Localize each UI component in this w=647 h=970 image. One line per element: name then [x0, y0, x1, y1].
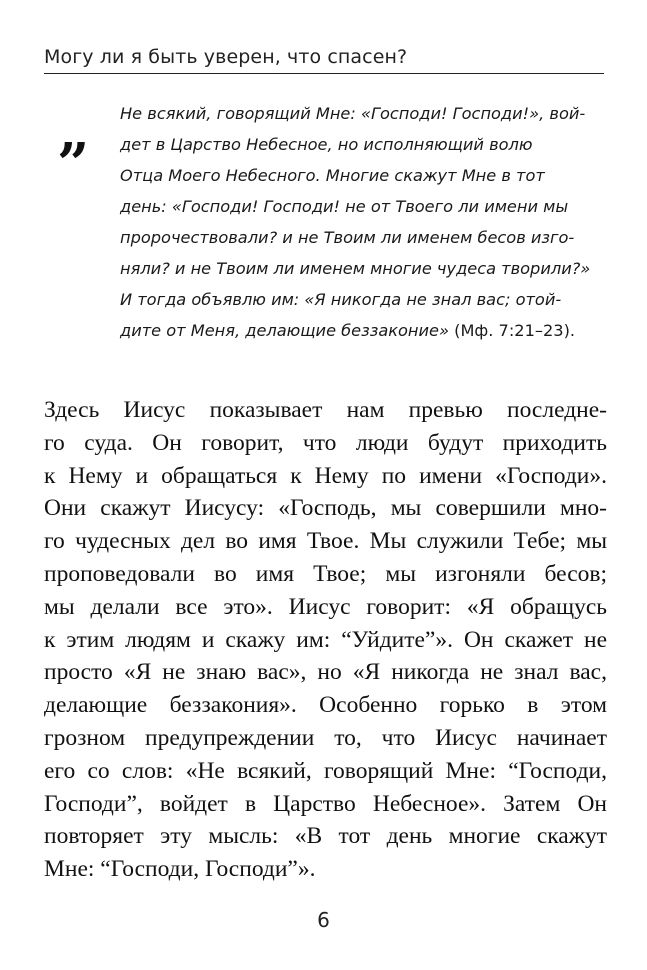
- quote-line: пророчествовали? и не Твоим ли именем бесов изго-: [120, 228, 575, 247]
- quotation-mark-icon: [58, 99, 87, 165]
- header-rule: [44, 73, 604, 74]
- quote-line: Отца Моего Небесного. Многие скажут Мне в тот: [120, 166, 545, 185]
- quote-line-last: [120, 315, 595, 346]
- scripture-quote: [120, 98, 595, 346]
- body-line: к Нему и обращаться к Нему по имени «Господи».: [44, 462, 607, 489]
- running-title: Могу ли я быть уверен, что спасен?: [44, 46, 408, 68]
- quote-line: И тогда объявлю им: «Я никогда не знал вас; отой-: [120, 290, 562, 309]
- quote-line: няли? и не Твоим ли именем многие чудеса творили?»: [120, 259, 591, 278]
- body-line: его со слов: «Не всякий, говорящий Мне: “Господи,: [44, 757, 607, 784]
- quote-line: день: «Господи! Господи! не от Твоего ли имени мы: [120, 197, 569, 216]
- body-line: Они скажут Иисусу: «Господь, мы совершили мно-: [44, 495, 607, 522]
- scripture-reference: (Мф. 7:21–23).: [449, 321, 576, 340]
- body-paragraph: [44, 394, 607, 886]
- body-line: проповедовали во имя Твое; мы изгоняли бесов;: [44, 560, 607, 587]
- quote-line-text: дите от Меня, делающие беззаконие»: [120, 321, 449, 340]
- quote-line: дет в Царство Небесное, но исполняющий волю: [120, 135, 533, 154]
- body-line: го чудесных дел во имя Твое. Мы служили Тебе; мы: [44, 528, 607, 555]
- body-line: мы делали все это». Иисус говорит: «Я обращусь: [44, 593, 607, 620]
- body-line: повторяет эту мысль: «В тот день многие скажут: [44, 823, 607, 850]
- body-line: Мне: “Господи, Господи”».: [44, 856, 316, 883]
- body-line: просто «Я не знаю вас», но «Я никогда не знал вас,: [44, 659, 607, 686]
- page-number: 6: [317, 908, 330, 932]
- quote-line: Не всякий, говорящий Мне: «Господи! Господи!», вой-: [120, 104, 586, 123]
- body-line: грозном предупреждении то, что Иисус начинает: [44, 724, 607, 751]
- quotation-mark: „: [58, 99, 87, 165]
- body-line: делающие беззакония». Особенно горько в этом: [44, 692, 607, 719]
- body-line: Господи”, войдет в Царство Небесное». Затем Он: [44, 790, 607, 817]
- body-line: го суда. Он говорит, что люди будут приходить: [44, 429, 607, 456]
- body-line: к этим людям и скажу им: “Уйдите”». Он скажет не: [44, 626, 607, 653]
- body-line: Здесь Иисус показывает нам превью последне-: [44, 397, 607, 423]
